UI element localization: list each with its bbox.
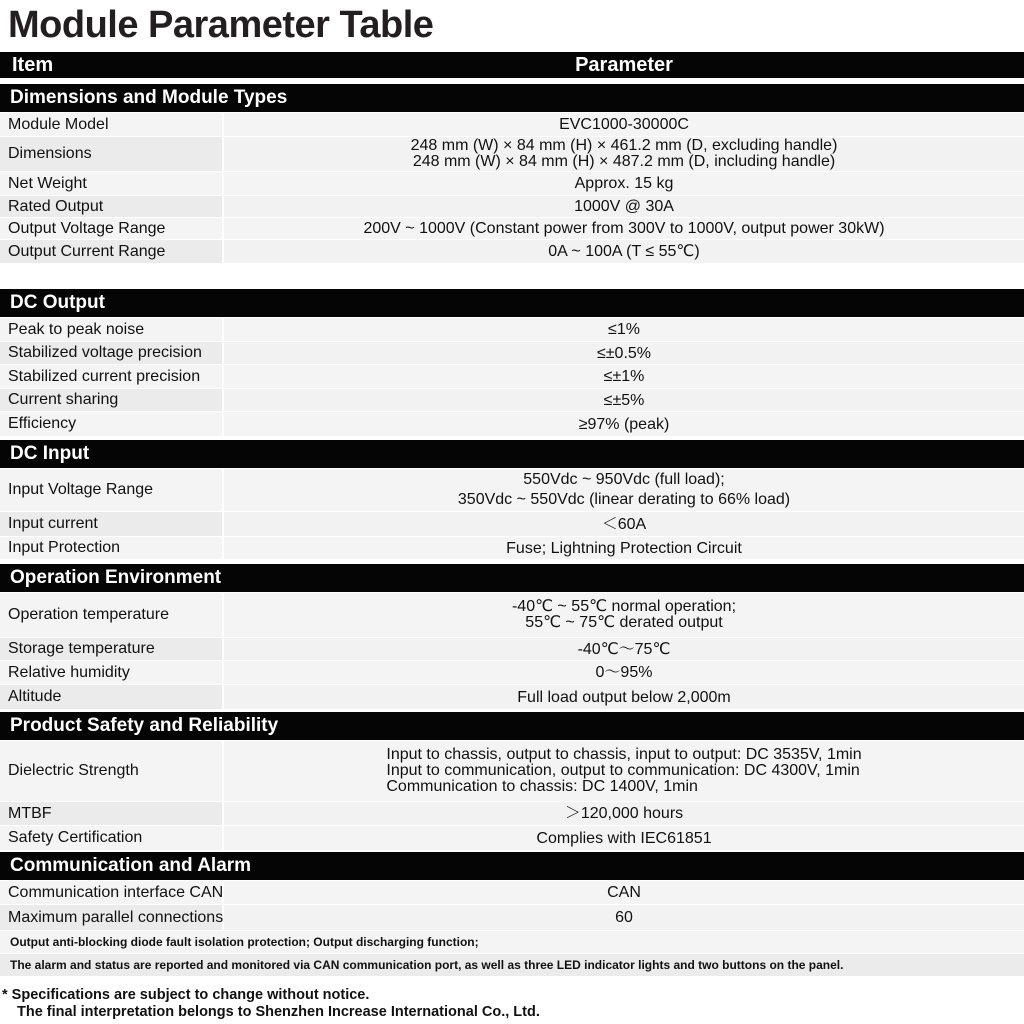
table-row [0,469,1024,511]
section-title: Communication and Alarm [10,855,252,876]
table-row [0,741,1024,801]
row-value [224,537,1024,559]
value-line: Input to communication, output to communication: DC 4300V, 1min [386,762,860,779]
table-row [0,685,1024,709]
section-safety-header [0,712,1024,740]
page-title: Module Parameter Table [8,4,434,46]
row-item: Relative humidity [0,661,222,684]
value-line: ≤±0.5% [596,344,652,362]
row-value [224,365,1024,388]
row-item: Input current [0,512,222,536]
value-line: -40℃ ~ 55℃ normal operation; [511,598,737,615]
table-row [0,638,1024,660]
value-line: Communication to chassis: DC 1400V, 1min [386,778,698,795]
row-item: Stabilized current precision [0,365,222,388]
table-row [0,537,1024,559]
table-row [0,593,1024,637]
section-dimensions-header [0,84,1024,112]
row-value [224,240,1024,263]
row-value [224,318,1024,341]
row-value [224,905,1024,930]
table-row [0,318,1024,341]
table-row [0,512,1024,536]
value-line: 248 mm (W) × 84 mm (H) × 461.2 mm (D, excluding handle) [410,137,838,154]
value-line: 200V ~ 1000V (Constant power from 300V to 1000V, output power 30kW) [363,220,885,237]
row-value [224,661,1024,684]
value-line: 60 [615,909,633,926]
value-line: 1000V @ 30A [574,198,674,215]
row-item: Efficiency [0,412,222,436]
row-item: Storage temperature [0,638,222,660]
value-block [386,747,861,795]
value-line: CAN [607,884,641,901]
row-item: Input Voltage Range [0,469,222,511]
row-value [224,802,1024,825]
table-row [0,137,1024,171]
row-value [224,881,1024,904]
row-value [224,389,1024,411]
row-item: Operation temperature [0,593,222,637]
row-value [224,412,1024,436]
row-value [224,826,1024,850]
value-line: ＞120,000 hours [564,805,684,822]
section-communication-header [0,852,1024,880]
row-item: Rated Output [0,196,222,217]
section-dc-input-header [0,440,1024,468]
value-line: Approx. 15 kg [574,175,674,192]
value-line: 55℃ ~ 75℃ derated output [525,614,723,631]
value-line: ≤1% [608,321,640,338]
row-value [224,741,1024,801]
row-item: Dielectric Strength [0,741,222,801]
value-line: 0～95% [595,664,653,681]
row-value [224,512,1024,536]
row-item: Output Voltage Range [0,218,222,239]
row-item: Safety Certification [0,826,222,850]
table-row [0,342,1024,364]
row-value [224,113,1024,136]
table-row [0,881,1024,904]
row-value [224,137,1024,171]
row-item: Current sharing [0,389,222,411]
table-row [0,389,1024,411]
row-value [224,172,1024,195]
value-line: ＜60A [601,515,647,533]
header-item: Item [12,54,54,76]
row-item: Net Weight [0,172,222,195]
value-line: 350Vdc ~ 550Vdc (linear derating to 66% load) [457,491,791,508]
row-item: Communication interface CAN [0,881,222,904]
table-header [0,52,1024,78]
table-row [0,661,1024,684]
table-row [0,196,1024,217]
value-line: ≤±1% [603,368,645,385]
value-line: EVC1000-30000C [559,116,689,133]
row-value [224,218,1024,239]
value-line: 248 mm (W) × 84 mm (H) × 487.2 mm (D, including handle) [412,153,836,170]
table-row [0,802,1024,825]
table-row [0,905,1024,930]
footer-interpretation: The final interpretation belongs to Shenzhen Increase International Co., Ltd. [17,1004,540,1020]
row-value [224,196,1024,217]
value-line: Complies with IEC61851 [536,829,712,847]
value-line: -40℃～75℃ [577,640,671,658]
row-item: Dimensions [0,137,222,171]
row-item: Stabilized voltage precision [0,342,222,364]
value-line: 550Vdc ~ 950Vdc (full load); [523,471,725,488]
row-item: Input Protection [0,537,222,559]
row-item: MTBF [0,802,222,825]
value-line: Full load output below 2,000m [517,688,731,706]
value-line: Fuse; Lightning Protection Circuit [506,539,742,557]
row-item: Module Model [0,113,222,136]
value-line: Input to chassis, output to chassis, input to output: DC 3535V, 1min [386,746,862,763]
value-line: ≥97% (peak) [578,415,670,433]
section-dc-output-header [0,289,1024,317]
row-value [224,342,1024,364]
section-title: Dimensions and Module Types [10,87,288,108]
value-line: 0A ~ 100A (T ≤ 55℃) [548,243,700,260]
row-item: Output Current Range [0,240,222,263]
note-row: The alarm and status are reported and monitored via CAN communication port, as well as three LED indicator lights and two buttons on the panel. [0,954,1024,976]
note-row: Output anti-blocking diode fault isolation protection; Output discharging function; [0,931,1024,953]
table-row [0,172,1024,195]
table-row [0,365,1024,388]
row-item: Altitude [0,685,222,709]
table-row [0,412,1024,436]
table-row [0,240,1024,263]
row-value [224,685,1024,709]
footer-disclaimer: * Specifications are subject to change without notice. [2,987,370,1003]
row-item: Peak to peak noise [0,318,222,341]
value-line: ≤±5% [603,391,645,409]
section-title: DC Output [10,292,105,313]
row-item: Maximum parallel connections [0,905,222,930]
section-title: Operation Environment [10,567,222,588]
section-operation-environment-header [0,564,1024,592]
header-parameter: Parameter [575,54,673,76]
row-value [224,593,1024,637]
section-title: Product Safety and Reliability [10,715,279,736]
section-title: DC Input [10,443,90,464]
row-value [224,638,1024,660]
table-row [0,826,1024,850]
row-value [224,469,1024,511]
table-row [0,218,1024,239]
table-row [0,113,1024,136]
